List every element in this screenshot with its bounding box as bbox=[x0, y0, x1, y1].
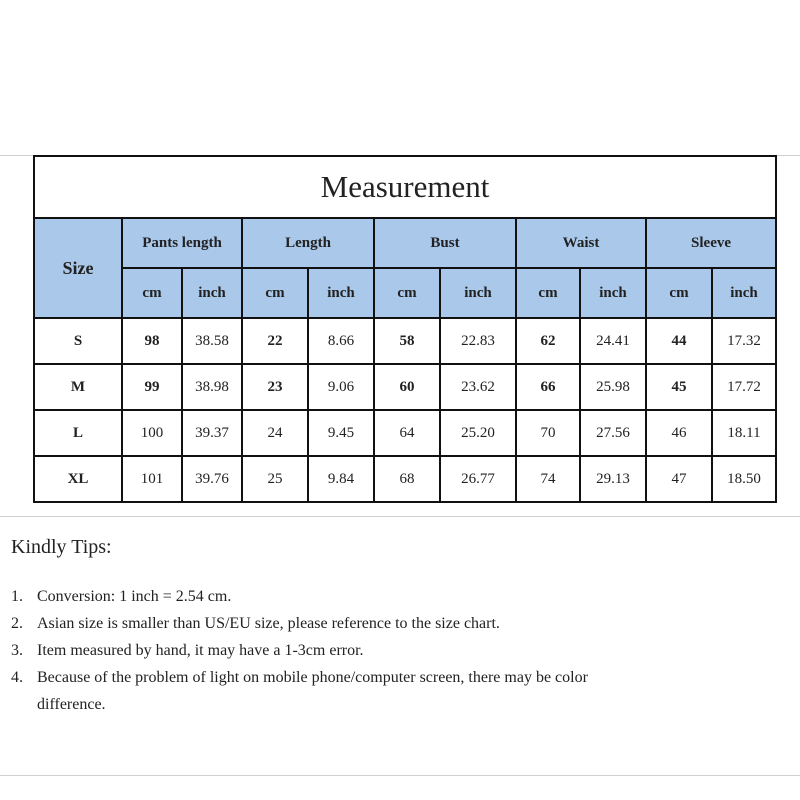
inch-cell: 27.56 bbox=[580, 410, 646, 456]
inch-cell: 38.98 bbox=[182, 364, 242, 410]
tip-item bbox=[11, 583, 771, 610]
inch-cell: 9.06 bbox=[308, 364, 374, 410]
cm-cell: 45 bbox=[646, 364, 712, 410]
inch-cell: 39.76 bbox=[182, 456, 242, 502]
cm-cell: 100 bbox=[122, 410, 182, 456]
size-cell: XL bbox=[34, 456, 122, 502]
table-row bbox=[34, 364, 776, 410]
group-header-pants-length: Pants length bbox=[122, 218, 242, 268]
inch-cell: 18.11 bbox=[712, 410, 776, 456]
unit-header: inch bbox=[580, 268, 646, 318]
tip-text: Because of the problem of light on mobile phone/computer screen, there may be color difference. bbox=[37, 669, 588, 713]
cm-cell: 46 bbox=[646, 410, 712, 456]
cm-cell: 101 bbox=[122, 456, 182, 502]
cm-cell: 22 bbox=[242, 318, 308, 364]
tip-number: 4. bbox=[11, 669, 23, 686]
group-header-bust: Bust bbox=[374, 218, 516, 268]
tip-text: Item measured by hand, it may have a 1-3cm error. bbox=[37, 642, 364, 659]
inch-cell: 25.20 bbox=[440, 410, 516, 456]
cm-cell: 60 bbox=[374, 364, 440, 410]
inch-cell: 17.32 bbox=[712, 318, 776, 364]
cm-cell: 99 bbox=[122, 364, 182, 410]
tips-list bbox=[11, 583, 771, 718]
cm-cell: 25 bbox=[242, 456, 308, 502]
kindly-tips bbox=[11, 536, 771, 718]
inch-cell: 39.37 bbox=[182, 410, 242, 456]
inch-cell: 29.13 bbox=[580, 456, 646, 502]
inch-cell: 9.45 bbox=[308, 410, 374, 456]
table-row bbox=[34, 456, 776, 502]
tip-number: 1. bbox=[11, 588, 23, 605]
group-header-waist: Waist bbox=[516, 218, 646, 268]
tip-text: Asian size is smaller than US/EU size, please reference to the size chart. bbox=[37, 615, 500, 632]
inch-cell: 25.98 bbox=[580, 364, 646, 410]
unit-header: cm bbox=[374, 268, 440, 318]
inch-cell: 9.84 bbox=[308, 456, 374, 502]
group-header-sleeve: Sleeve bbox=[646, 218, 776, 268]
cm-cell: 66 bbox=[516, 364, 580, 410]
unit-header: inch bbox=[182, 268, 242, 318]
inch-cell: 17.72 bbox=[712, 364, 776, 410]
group-header-length: Length bbox=[242, 218, 374, 268]
size-cell: S bbox=[34, 318, 122, 364]
inch-cell: 23.62 bbox=[440, 364, 516, 410]
size-chart bbox=[33, 155, 775, 503]
cm-cell: 24 bbox=[242, 410, 308, 456]
inch-cell: 26.77 bbox=[440, 456, 516, 502]
cm-cell: 44 bbox=[646, 318, 712, 364]
unit-header: cm bbox=[122, 268, 182, 318]
bottom-divider bbox=[0, 775, 800, 776]
cm-cell: 23 bbox=[242, 364, 308, 410]
table-title: Measurement bbox=[34, 156, 776, 218]
unit-header: cm bbox=[242, 268, 308, 318]
cm-cell: 64 bbox=[374, 410, 440, 456]
unit-header: inch bbox=[712, 268, 776, 318]
unit-header: cm bbox=[646, 268, 712, 318]
tip-item bbox=[11, 664, 771, 718]
inch-cell: 8.66 bbox=[308, 318, 374, 364]
inch-cell: 24.41 bbox=[580, 318, 646, 364]
size-header: Size bbox=[34, 218, 122, 318]
unit-header: inch bbox=[308, 268, 374, 318]
tip-number: 2. bbox=[11, 615, 23, 632]
tips-title: Kindly Tips: bbox=[11, 536, 112, 558]
tip-number: 3. bbox=[11, 642, 23, 659]
tip-text: Conversion: 1 inch = 2.54 cm. bbox=[37, 588, 232, 605]
cm-cell: 74 bbox=[516, 456, 580, 502]
cm-cell: 47 bbox=[646, 456, 712, 502]
cm-cell: 58 bbox=[374, 318, 440, 364]
inch-cell: 18.50 bbox=[712, 456, 776, 502]
unit-header: inch bbox=[440, 268, 516, 318]
unit-header: cm bbox=[516, 268, 580, 318]
table-row bbox=[34, 410, 776, 456]
inch-cell: 22.83 bbox=[440, 318, 516, 364]
tip-item bbox=[11, 610, 771, 637]
tip-item bbox=[11, 637, 771, 664]
cm-cell: 70 bbox=[516, 410, 580, 456]
size-cell: M bbox=[34, 364, 122, 410]
middle-divider bbox=[0, 516, 800, 517]
cm-cell: 98 bbox=[122, 318, 182, 364]
table-row bbox=[34, 318, 776, 364]
cm-cell: 62 bbox=[516, 318, 580, 364]
cm-cell: 68 bbox=[374, 456, 440, 502]
inch-cell: 38.58 bbox=[182, 318, 242, 364]
measurement-table bbox=[33, 155, 777, 503]
size-cell: L bbox=[34, 410, 122, 456]
